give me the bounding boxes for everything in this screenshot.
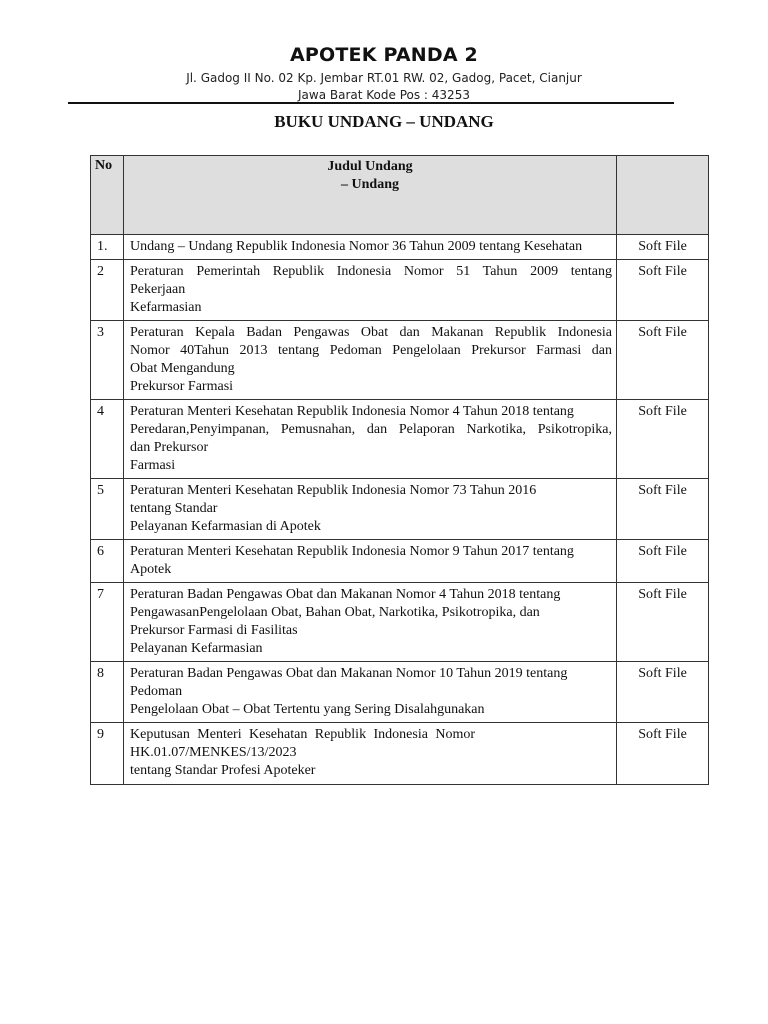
- organization-name: APOTEK PANDA 2: [290, 44, 478, 66]
- address-line-1: Jl. Gadog II No. 02 Kp. Jembar RT.01 RW. 02, Gadog, Pacet, Cianjur: [186, 71, 582, 85]
- letterhead: [0, 44, 768, 104]
- row-title-line: tentang Standar: [130, 501, 218, 516]
- row-number: 8: [91, 662, 124, 723]
- row-title-line: Prekursor Farmasi: [130, 379, 234, 394]
- row-title: [124, 321, 617, 400]
- row-number: 6: [91, 540, 124, 583]
- header-title-line-1: Judul Undang: [327, 159, 413, 174]
- header-no: No: [91, 156, 124, 235]
- table-row: [91, 321, 709, 400]
- row-title-line: Prekursor Farmasi di Fasilitas: [130, 623, 298, 638]
- table-row: [91, 400, 709, 479]
- row-title-line: Peredaran,Penyimpanan, Pemusnahan, dan Pelaporan Narkotika, Psikotropika,: [130, 422, 612, 437]
- row-title-line: Farmasi: [130, 458, 176, 473]
- row-file-status: Soft File: [617, 723, 709, 785]
- table-row: [91, 540, 709, 583]
- laws-table: [90, 155, 709, 785]
- table-row: [91, 260, 709, 321]
- row-title-line: PengawasanPengelolaan Obat, Bahan Obat, Narkotika, Psikotropika, dan: [130, 605, 540, 620]
- table-row: [91, 583, 709, 662]
- address-line-2: Jawa Barat Kode Pos : 43253: [298, 88, 470, 102]
- row-title-line: Peraturan Kepala Badan Pengawas Obat dan Makanan Republik Indonesia: [130, 325, 612, 340]
- table-row: [91, 662, 709, 723]
- row-title-line: Peraturan Menteri Kesehatan Republik Indonesia Nomor 4 Tahun 2018 tentang: [130, 404, 574, 419]
- row-number: 2: [91, 260, 124, 321]
- row-file-status: Soft File: [617, 662, 709, 723]
- row-title-line: Peraturan Pemerintah Republik Indonesia Nomor 51 Tahun 2009 tentang: [130, 264, 612, 279]
- row-file-status: Soft File: [617, 400, 709, 479]
- row-title: [124, 540, 617, 583]
- document-title: BUKU UNDANG – UNDANG: [274, 112, 494, 131]
- row-title: [124, 400, 617, 479]
- row-title-line: Pelayanan Kefarmasian di Apotek: [130, 519, 321, 534]
- row-title-line: Pekerjaan: [130, 282, 186, 297]
- table-row: [91, 723, 709, 785]
- row-number: 5: [91, 479, 124, 540]
- row-file-status: Soft File: [617, 235, 709, 260]
- row-title-line: dan Prekursor: [130, 440, 209, 455]
- row-title-line: Pelayanan Kefarmasian: [130, 641, 263, 656]
- row-title-line: Pengelolaan Obat – Obat Tertentu yang Sering Disalahgunakan: [130, 702, 485, 717]
- row-title-line: Apotek: [130, 562, 172, 577]
- table-header-row: [91, 156, 709, 235]
- row-title: [124, 662, 617, 723]
- row-title-line: Peraturan Menteri Kesehatan Republik Indonesia Nomor 9 Tahun 2017 tentang: [130, 544, 574, 559]
- row-title-line: tentang Standar Profesi Apoteker: [130, 763, 316, 778]
- row-title: [124, 260, 617, 321]
- row-title-line: Peraturan Menteri Kesehatan Republik Indonesia Nomor 73 Tahun 2016: [130, 483, 537, 498]
- row-file-status: Soft File: [617, 583, 709, 662]
- row-number: 9: [91, 723, 124, 785]
- table-row: [91, 479, 709, 540]
- row-file-status: Soft File: [617, 260, 709, 321]
- row-title: [124, 583, 617, 662]
- table-row: [91, 235, 709, 260]
- header-file: [617, 156, 709, 235]
- row-title-line: Undang – Undang Republik Indonesia Nomor 36 Tahun 2009 tentang Kesehatan: [130, 239, 583, 254]
- row-file-status: Soft File: [617, 479, 709, 540]
- row-title-line: Peraturan Badan Pengawas Obat dan Makanan Nomor 10 Tahun 2019 tentang: [130, 666, 568, 681]
- row-number: 3: [91, 321, 124, 400]
- row-title-line: Kefarmasian: [130, 300, 202, 315]
- row-title-line: Peraturan Badan Pengawas Obat dan Makanan Nomor 4 Tahun 2018 tentang: [130, 587, 561, 602]
- row-title: [124, 235, 617, 260]
- row-title-line: Keputusan Menteri Kesehatan Republik Indonesia Nomor: [130, 727, 475, 742]
- row-number: 4: [91, 400, 124, 479]
- row-title: [124, 479, 617, 540]
- row-number: 1.: [91, 235, 124, 260]
- row-file-status: Soft File: [617, 540, 709, 583]
- header-title-line-2: – Undang: [341, 177, 399, 192]
- row-title-line: Nomor 40Tahun 2013 tentang Pedoman Pengelolaan Prekursor Farmasi dan: [130, 343, 612, 358]
- header-title: [124, 156, 617, 235]
- row-title-line: HK.01.07/MENKES/13/2023: [130, 745, 297, 760]
- header-divider: [68, 102, 674, 104]
- row-title-line: Obat Mengandung: [130, 361, 235, 376]
- row-file-status: Soft File: [617, 321, 709, 400]
- row-title-line: Pedoman: [130, 684, 183, 699]
- row-number: 7: [91, 583, 124, 662]
- row-title: [124, 723, 617, 785]
